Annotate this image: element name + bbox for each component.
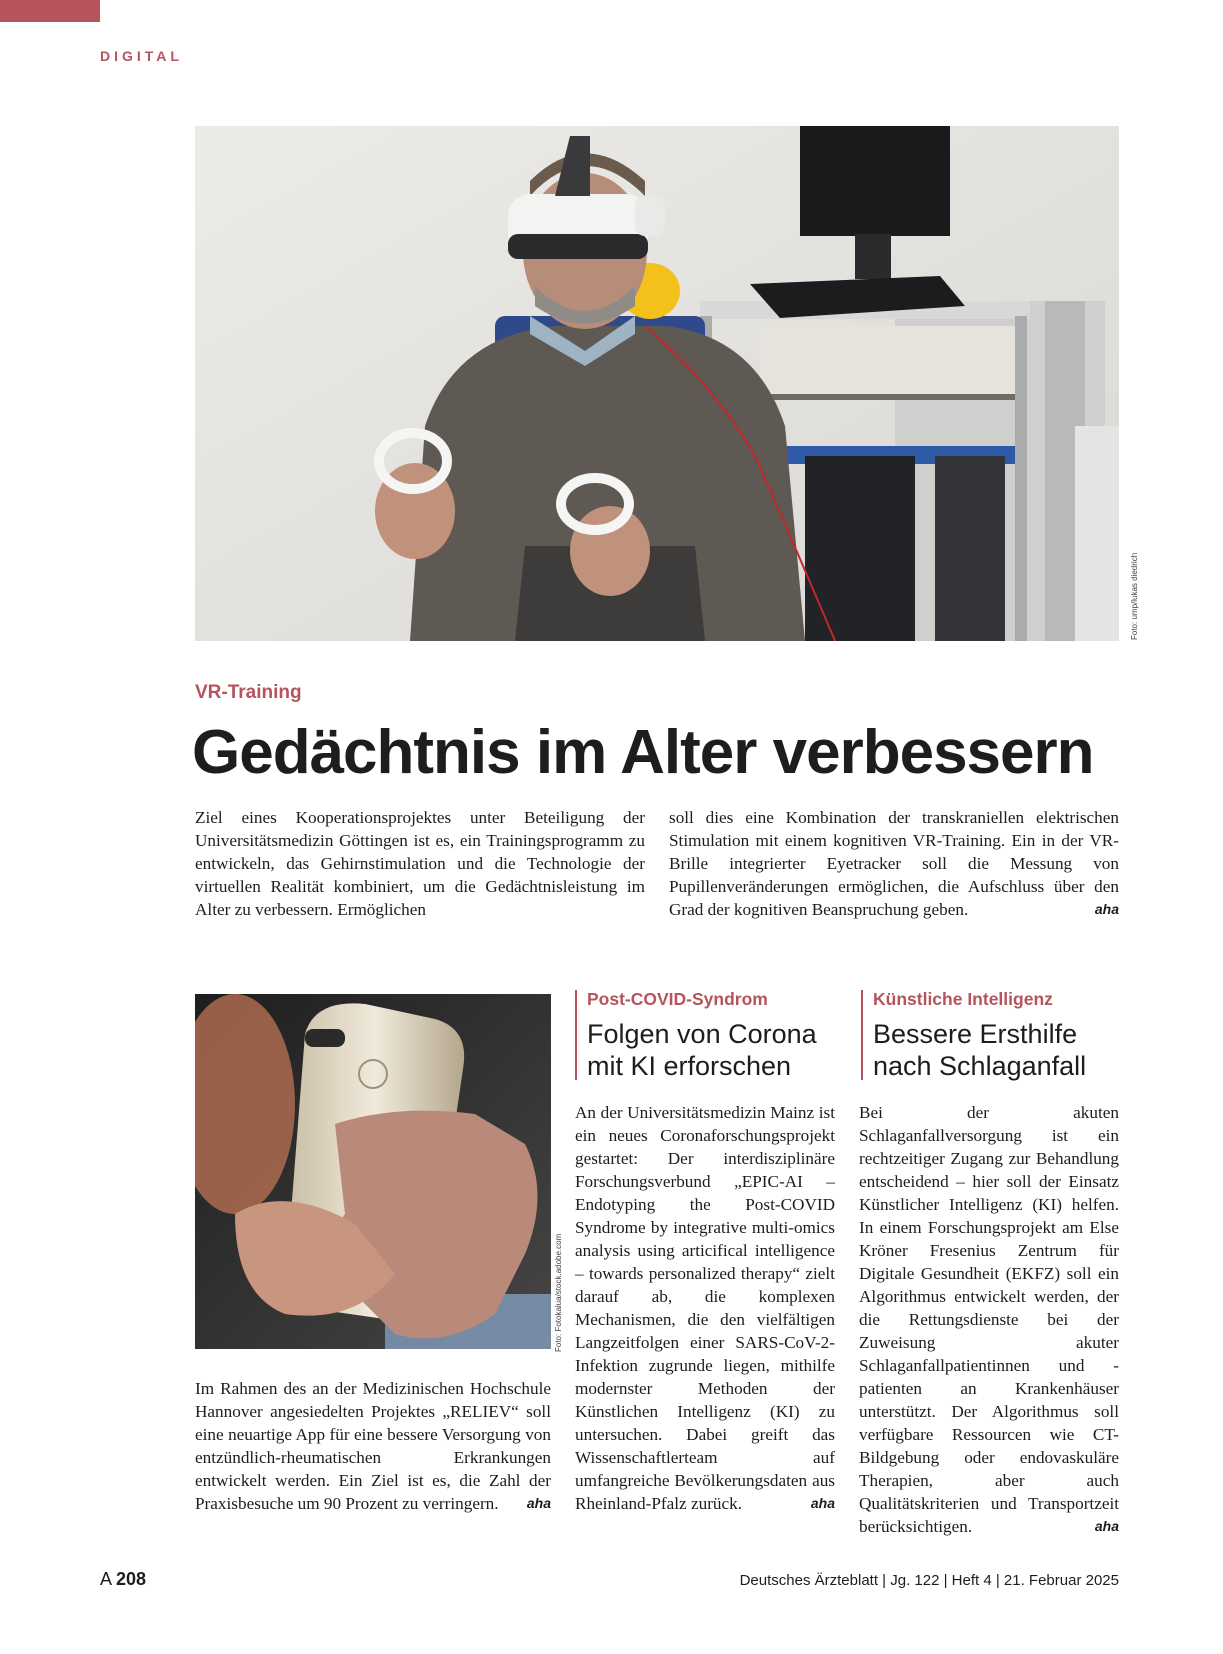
covid-title-line-2: mit KI erforschen	[587, 1051, 792, 1081]
ki-article-title	[873, 1018, 1086, 1082]
covid-title-line-1: Folgen von Corona	[587, 1019, 817, 1049]
vr-training-photo	[195, 126, 1119, 641]
smartphone-photo	[195, 994, 551, 1349]
page-number-value: 208	[116, 1569, 147, 1589]
vr-article-column-1: Ziel eines Kooperationsprojektes unter Beteiligung der Universitätsmedizin Göttingen ist es, ein Trainingsprogramm zu entwickeln, das Gehirnstimulation und die Technologie der virtuellen Realität kombiniert, um die Gedächtnisleistung im Alter zu verbessern. Ermöglichen	[195, 808, 645, 919]
phone-photo-credit: Foto: Fotokalua/stock.adobe.com	[554, 1233, 563, 1352]
covid-article-text: An der Universitätsmedizin Mainz ist ein neues Coronaforschungsprojekt gestartet: Der interdisziplinäre Forschungsverbund „EPIC-AI – Endotyping the Post-COVID Syndrome by integrative multi-omics analysis using articifical intelligence – towards personalized therapy“ zielt darauf ab, die komplexen Mechanismen, die den vielfältigen Langzeitfolgen einer SARS-CoV-2-Infektion zugrunde liegen, mithilfe modernster Methoden der Künstlichen Intelligenz (KI) zu untersuchen. Dabei greift das Wissenschaftlerteam auf umfangreiche Bevölkerungsdaten aus Rheinland-Pfalz zurück.	[575, 1103, 835, 1513]
vr-article-headline: Gedächtnis im Alter verbessern	[192, 718, 1094, 787]
ki-article-text: Bei der akuten Schlaganfallversorgung ist ein rechtzeitiger Zugang zur Behandlung entscheidend – hier soll der Einsatz Künstlicher Intelligenz (KI) helfen. In einem Forschungsprojekt am Else Kröner Fresenius Zentrum für Digitale Gesundheit (EKFZ) soll ein Algorithmus entwickelt werden, der die Rettungsdienste bei der Zuweisung akuter Schlaganfallpatientinnen und -patienten an Krankenhäuser unterstützt. Der Algorithmus soll verfügbare Ressourcen wie CT-Bildgebung oder endovaskuläre Therapien, aber auch Qualitätskriterien und Transportzeit berücksichtigen.	[859, 1103, 1119, 1536]
app-article-author: aha	[526, 1495, 551, 1511]
ki-article-author: aha	[1094, 1518, 1119, 1534]
covid-article-title	[587, 1018, 817, 1082]
vr-photo-credit: Foto: ump/lukas diedrich	[1130, 552, 1139, 640]
vr-article-kicker: VR-Training	[195, 682, 302, 703]
page-number	[100, 1569, 146, 1590]
covid-article-header	[575, 990, 835, 1080]
app-article-body	[195, 1377, 551, 1515]
section-label: DIGITAL	[100, 48, 183, 64]
ki-article-body	[859, 1101, 1119, 1538]
ki-article-header	[861, 990, 1121, 1080]
corner-accent-bar	[0, 0, 100, 22]
page-number-prefix: A	[100, 1569, 112, 1589]
vr-article-author: aha	[1094, 901, 1119, 917]
covid-article-author: aha	[810, 1495, 835, 1511]
app-article-text: Im Rahmen des an der Medizinischen Hochschule Hannover angesiedelten Projektes „RELIEV“ soll eine neuartige App für eine bessere Versorgung von entzündlich-rheumatischen Erkrankungen entwickelt werden. Ein Ziel ist es, die Zahl der Praxisbesuche um 90 Prozent zu verringern.	[195, 1379, 551, 1513]
journal-info: Deutsches Ärzteblatt | Jg. 122 | Heft 4 | 21. Februar 2025	[739, 1572, 1119, 1589]
covid-article-body	[575, 1101, 835, 1515]
vr-article-column-2-text: soll dies eine Kombination der transkraniellen elektrischen Stimulation mit einem kognitiven VR-Training. Ein in der VR-Brille integrierter Eyetracker soll die Messung von Pupillenveränderungen ermöglichen, die Aufschluss über den Grad der kognitiven Beanspruchung geben.	[669, 808, 1119, 919]
vr-article-column-2	[669, 806, 1119, 921]
covid-article-kicker: Post-COVID-Syndrom	[587, 989, 768, 1009]
ki-article-kicker: Künstliche Intelligenz	[873, 989, 1053, 1009]
ki-title-line-2: nach Schlaganfall	[873, 1051, 1087, 1081]
ki-title-line-1: Bessere Ersthilfe	[873, 1019, 1078, 1049]
